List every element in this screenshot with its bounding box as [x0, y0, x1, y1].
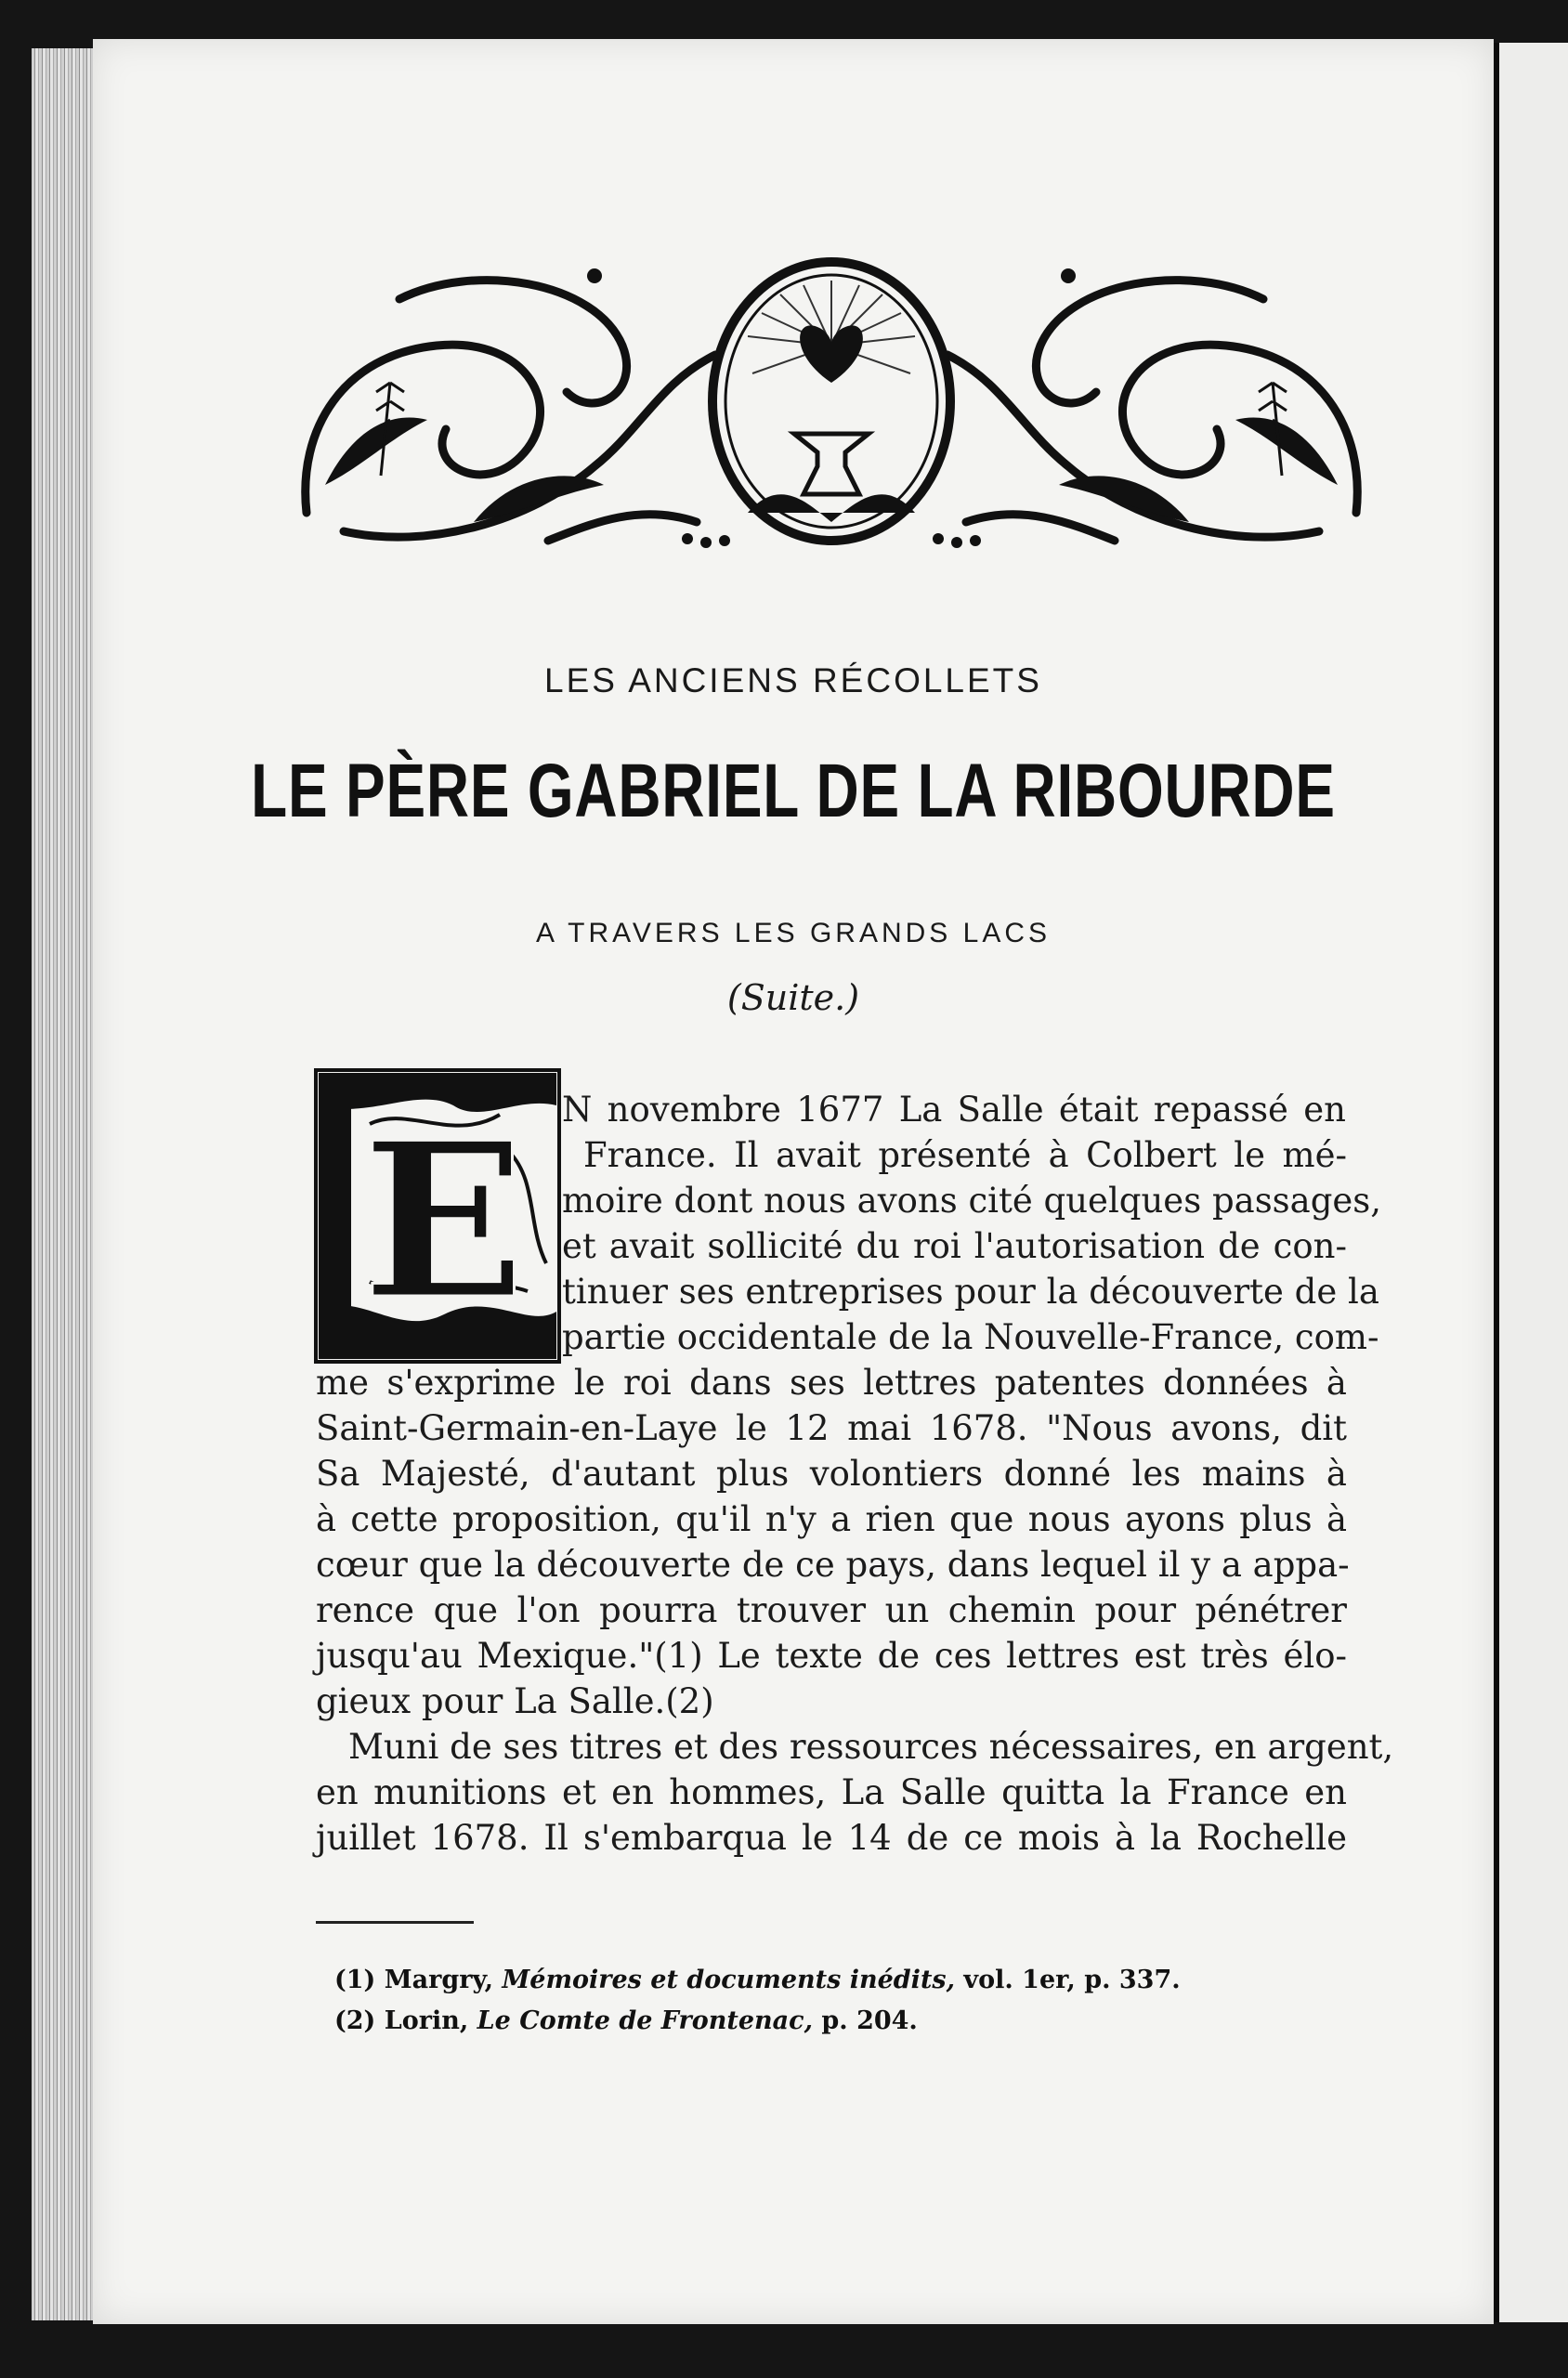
- body-line: N novembre 1677 La Salle était repassé en: [562, 1090, 1346, 1130]
- facing-page-edge: [1494, 43, 1568, 2322]
- body-line: France. Il avait présenté à Colbert le mé-: [583, 1135, 1347, 1175]
- body-line: tinuer ses entreprises pour la découverte de la: [562, 1272, 1379, 1312]
- body-line: rence que l'on pourra trouver un chemin pour pénétrer: [316, 1590, 1347, 1630]
- series-title: LES ANCIENS RÉCOLLETS: [544, 661, 1042, 699]
- body-line: gieux pour La Salle.(2): [316, 1681, 714, 1721]
- body-line: à cette proposition, qu'il n'y a rien que nous ayons plus à: [316, 1499, 1347, 1539]
- decorated-letter-E-icon: [314, 1068, 561, 1364]
- footnote-2: (2) Lorin, Le Comte de Frontenac, p. 204.: [334, 2006, 918, 2035]
- article-subtitle: A TRAVERS LES GRANDS LACS: [535, 918, 1052, 948]
- sacred-heart-ornament-icon: [288, 243, 1375, 555]
- footnote-1: (1) Margry, Mémoires et documents inédits, vol. 1er, p. 337.: [334, 1966, 1181, 1994]
- continued-note: (Suite.): [726, 977, 860, 1018]
- body-line: partie occidentale de la Nouvelle-France, com-: [562, 1317, 1379, 1357]
- article-title: LE PÈRE GABRIEL DE LA RIBOURDE: [251, 749, 1336, 833]
- body-line: cœur que la découverte de ce pays, dans lequel il y a appa-: [316, 1545, 1350, 1585]
- body-line: jusqu'au Mexique."(1) Le texte de ces lettres est très élo-: [316, 1636, 1347, 1676]
- body-line: et avait sollicité du roi l'autorisation de con-: [562, 1226, 1347, 1266]
- body-line: en munitions et en hommes, La Salle quitta la France en: [316, 1772, 1347, 1812]
- body-line: me s'exprime le roi dans ses lettres patentes données à: [316, 1363, 1347, 1403]
- body-line: Muni de ses titres et des ressources nécessaires, en argent,: [348, 1727, 1394, 1767]
- body-line: Sa Majesté, d'autant plus volontiers donné les mains à: [316, 1454, 1347, 1494]
- body-line: moire dont nous avons cité quelques passages,: [562, 1181, 1382, 1221]
- svg-text:E: E: [362, 1096, 526, 1347]
- body-line: Saint-Germain-en-Laye le 12 mai 1678. "Nous avons, dit: [316, 1408, 1347, 1448]
- body-line: juillet 1678. Il s'embarqua le 14 de ce mois à la Rochelle: [316, 1818, 1347, 1858]
- footnote-divider: [316, 1921, 474, 1924]
